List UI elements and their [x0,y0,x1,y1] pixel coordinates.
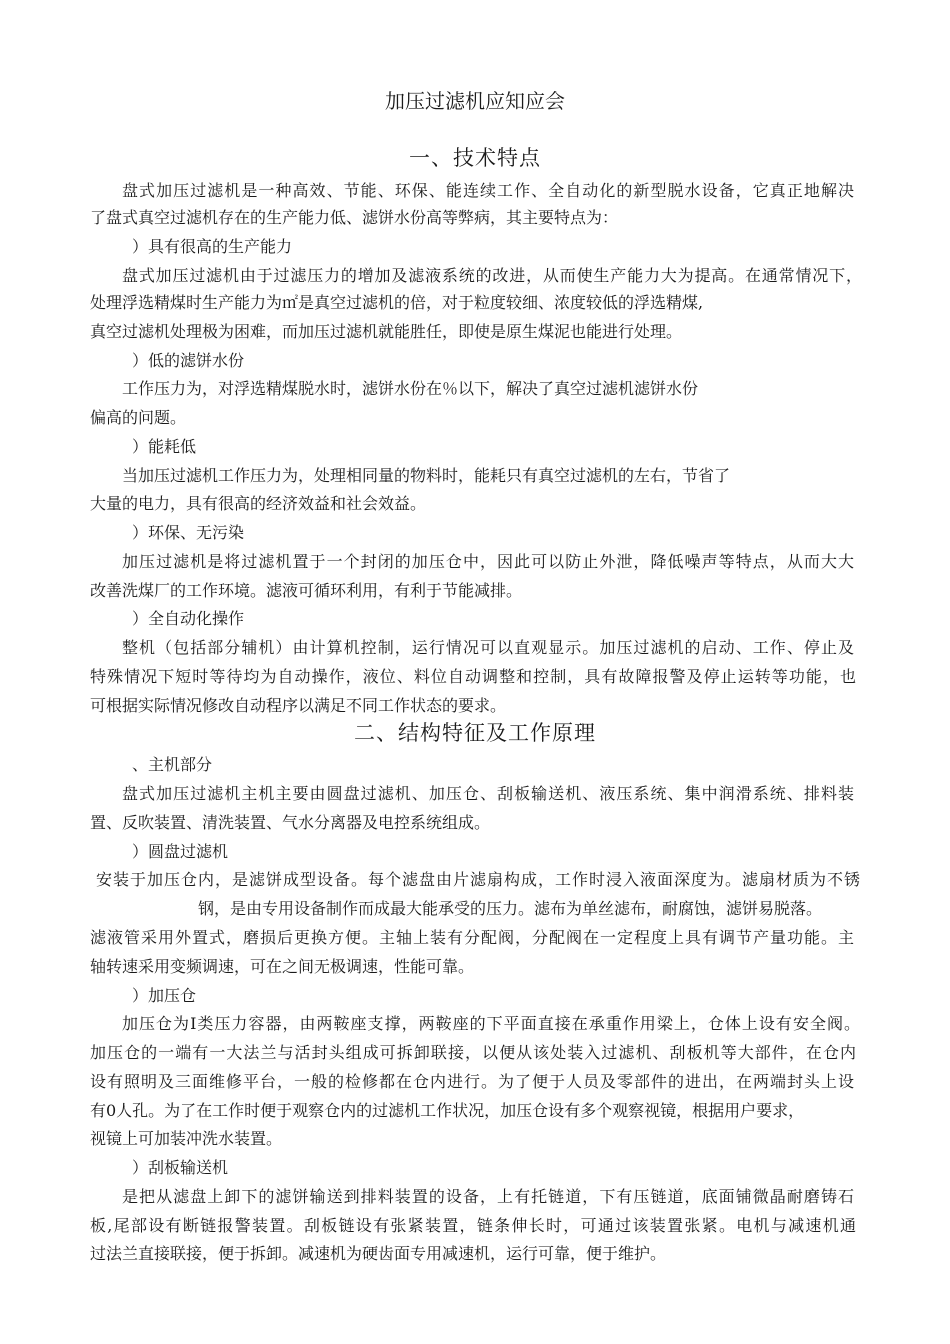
subheading: ）环保、无污染 [132,523,245,542]
paragraph-line: 处理浮选精煤时生产能力为㎡是真空过滤机的倍，对于粒度较细、浓度较低的浮选精煤, [90,293,704,312]
section-heading-1: 一、技术特点 [409,146,541,170]
paragraph-line: 钢，是由专用设备制作而成最大能承受的压力。滤布为单丝滤布，耐腐蚀，滤饼易脱落。 [198,899,823,918]
paragraph-line: 大量的电力，具有很高的经济效益和社会效益。 [90,494,427,513]
paragraph-line: 盘式加压过滤机主机主要由圆盘过滤机、加压仓、刮板输送机、液压系统、集中润滑系统、排料装 [122,784,854,803]
paragraph-line: 了盘式真空过滤机存在的生产能力低、滤饼水份高等弊病，其主要特点为： [90,208,619,227]
paragraph-line: 整机（包括部分辅机）由计算机控制，运行情况可以直观显示。加压过滤机的启动、工作、停止及 [122,638,854,657]
section-heading-2: 二、结构特征及工作原理 [354,721,596,745]
paragraph-line: 加压过滤机是将过滤机置于一个封闭的加压仓中，因此可以防止外泄，降低噪声等特点，从而大大 [122,552,854,571]
paragraph-line: 盘式加压过滤机是一种高效、节能、环保、能连续工作、全自动化的新型脱水设备，它真正地解决 [122,181,854,200]
subheading: 、主机部分 [132,755,213,774]
paragraph-line: 安装于加压仓内，是滤饼成型设备。每个滤盘由片滤扇构成，工作时浸入液面深度为。滤扇材质为不锈 [96,870,860,889]
paragraph-line: 加压仓的一端有一大法兰与活封头组成可拆卸联接，以便从该处装入过滤机、刮板机等大部件，在仓内 [90,1043,856,1062]
subheading: ）能耗低 [132,437,197,456]
subheading: ）刮板输送机 [132,1158,229,1177]
paragraph-line: 特殊情况下短时等待均为自动操作，液位、料位自动调整和控制，具有故障报警及停止运转等功能，也 [90,667,856,686]
paragraph-line: 盘式加压过滤机由于过滤压力的增加及滤液系统的改进，从而使生产能力大为提高。在通常情况下， [122,266,862,285]
paragraph-line: 过法兰直接联接，便于拆卸。减速机为硬齿面专用减速机，运行可靠，便于维护。 [90,1244,667,1263]
subheading: ）具有很高的生产能力 [132,237,293,256]
paragraph-line: 视镜上可加装冲洗水装置。 [90,1129,283,1148]
paragraph-line: 可根据实际情况修改自动程序以满足不同工作状态的要求。 [90,696,507,715]
paragraph-line: 真空过滤机处理极为困难，而加压过滤机就能胜任，即使是原生煤泥也能进行处理。 [90,322,683,341]
subheading: ）低的滤饼水份 [132,351,245,370]
paragraph-line: 置、反吹装置、清洗装置、气水分离器及电控系统组成。 [90,813,491,832]
paragraph-line: 轴转速采用变频调速，可在之间无极调速，性能可靠。 [90,957,475,976]
paragraph-line: 加压仓为Ⅰ类压力容器，由两鞍座支撑，两鞍座的下平面直接在承重作用梁上，仓体上设有安全阀。 [122,1014,860,1033]
paragraph-line: 有0人孔。为了在工作时便于观察仓内的过滤机工作状况，加压仓设有多个观察视镜，根据用户要求， [90,1101,805,1120]
subheading: ）全自动化操作 [132,609,245,628]
subheading: ）圆盘过滤机 [132,842,229,861]
paragraph-line: 偏高的问题。 [90,408,187,427]
paragraph-line: 当加压过滤机工作压力为，处理相同量的物料时，能耗只有真空过滤机的左右，节省了 [122,466,731,485]
paragraph-line: 是把从滤盘上卸下的滤饼输送到排料装置的设备，上有托链道，下有压链道，底面铺微晶耐磨铸石 [122,1187,854,1206]
paragraph-line: 改善洗煤厂的工作环境。滤液可循环利用，有利于节能减排。 [90,581,523,600]
document-title: 加压过滤机应知应会 [385,89,565,113]
subheading: ）加压仓 [132,986,197,1005]
paragraph-line: 滤液管采用外置式，磨损后更换方便。主轴上装有分配阀，分配阀在一定程度上具有调节产量功能。主 [90,928,854,947]
paragraph-line: 板,尾部设有断链报警装置。刮板链设有张紧装置，链条伸长时，可通过该装置张紧。电机与减速机通 [90,1216,856,1235]
paragraph-line: 工作压力为，对浮选精煤脱水时，滤饼水份在％以下，解决了真空过滤机滤饼水份 [122,379,699,398]
paragraph-line: 设有照明及三面维修平台，一般的检修都在仓内进行。为了便于人员及零部件的进出，在两端封头上设 [90,1072,854,1091]
